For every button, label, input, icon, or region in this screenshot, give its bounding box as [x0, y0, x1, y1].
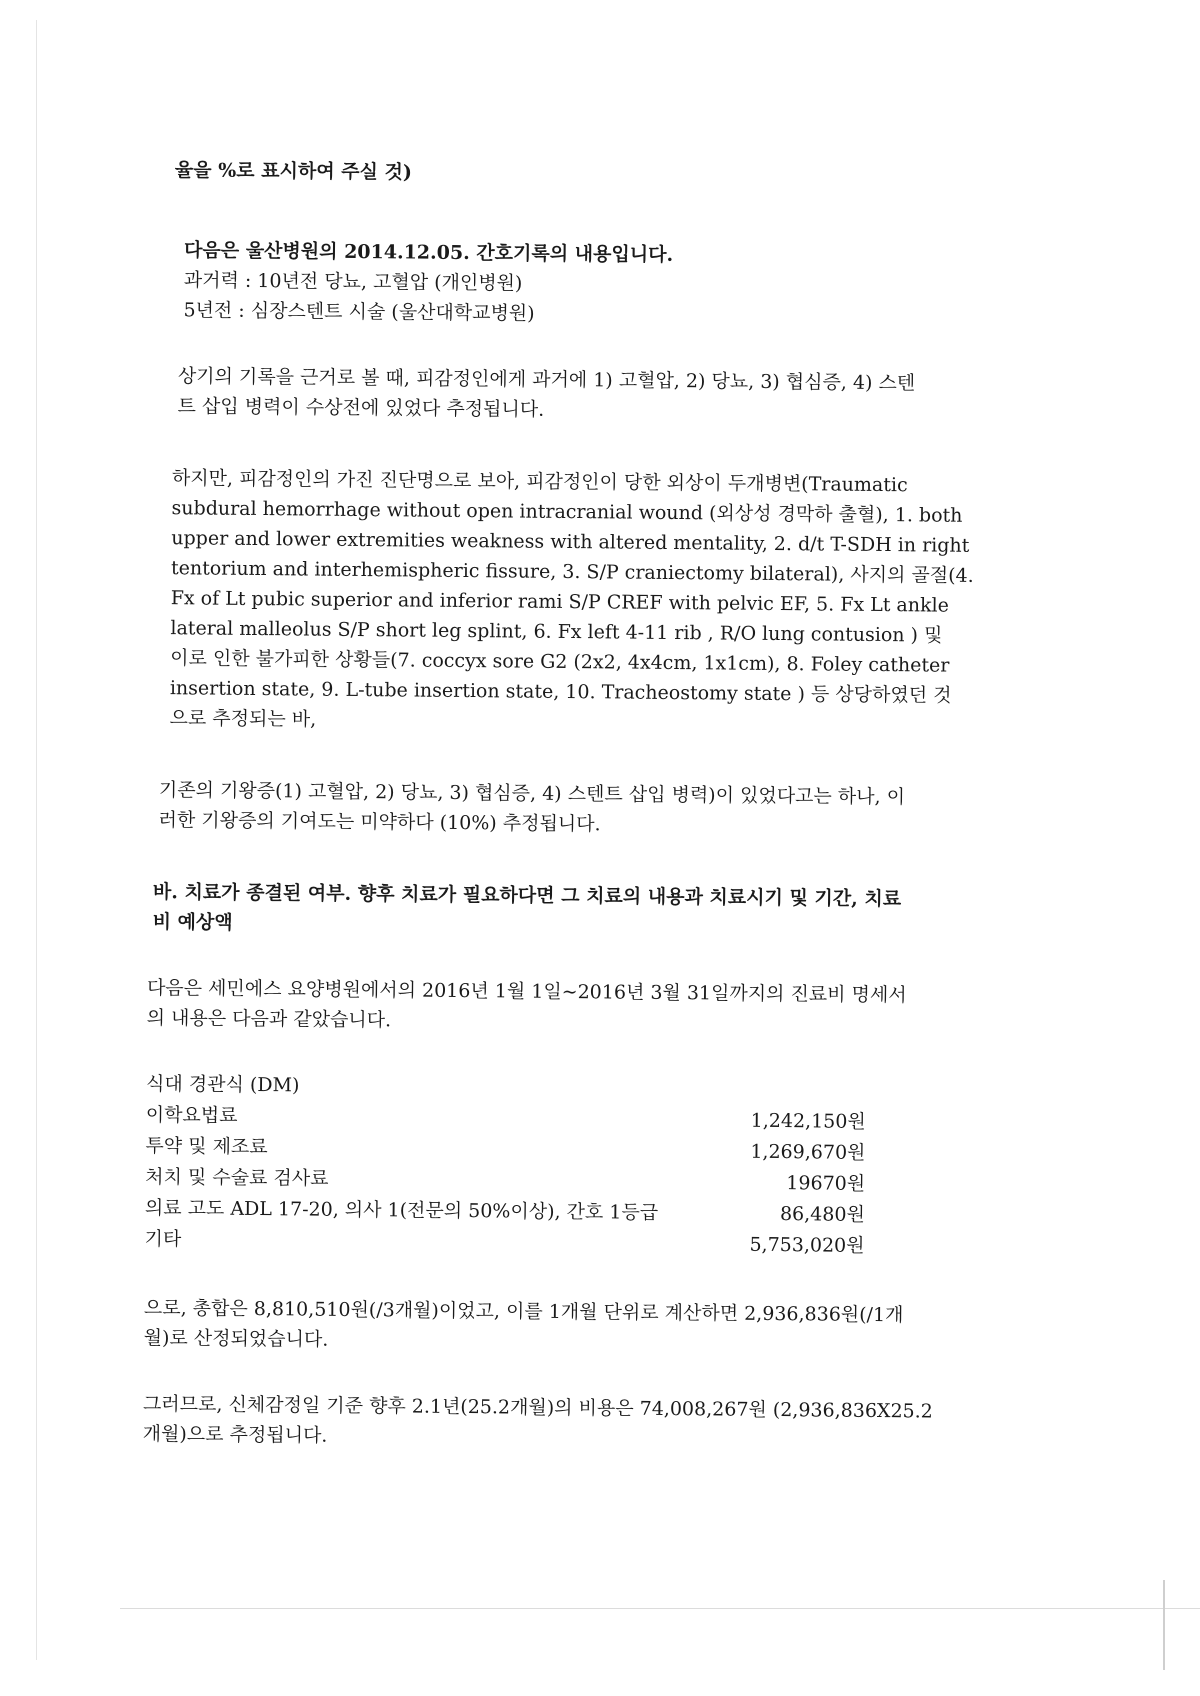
preexisting-line: 러한 기왕증의 기여도는 미약하다 (10%) 추정됩니다.	[158, 809, 601, 836]
future-cost-line: 개월)으로 추정됩니다.	[142, 1422, 328, 1447]
cost-amount: 1,242,150원	[750, 1109, 866, 1133]
cost-amount	[726, 1075, 866, 1107]
estimate-paragraph	[152, 361, 1053, 430]
preexisting-paragraph	[148, 775, 1049, 844]
diagnosis-paragraph	[149, 463, 1052, 742]
billing-line: 의 내용은 다음과 같았습니다.	[146, 1006, 392, 1032]
cost-label: 이학요법료	[145, 1103, 238, 1127]
total-line: 월)로 산정되었습니다.	[143, 1326, 329, 1351]
diagnosis-line: 하지만, 피감정인의 가진 진단명으로 보아, 피감정인이 당한 외상이 두개병변(Traumatic	[171, 467, 908, 497]
total-paragraph	[144, 1293, 1045, 1362]
cost-label: 기타	[144, 1227, 182, 1251]
cost-row	[144, 1224, 864, 1262]
preexisting-line: 기존의 기왕증(1) 고혈압, 2) 당뇨, 3) 협심증, 4) 스텐트 삽입 병력)이 있었다고는 하나, 이	[158, 779, 906, 809]
scan-edge-bottom	[120, 1608, 1200, 1609]
cost-amount: 1,269,670원	[750, 1140, 866, 1164]
future-cost-line: 그러므로, 신체감정일 기준 향후 2.1년(25.2개월)의 비용은 74,008,267원 (2,936,836X25.2	[142, 1392, 933, 1423]
stent-history-line: 5년전 : 심장스텐트 시술 (울산대학교병원)	[183, 299, 535, 325]
cost-table	[144, 1069, 866, 1262]
diagnosis-line: insertion state, 9. L-tube insertion state, 10. Tracheostomy state ) 등 상당하였던 것	[169, 677, 952, 707]
scan-edge-left	[36, 20, 37, 1660]
cost-label: 처치 및 수술료 검사료	[145, 1165, 329, 1190]
cost-amount: 5,753,020원	[749, 1233, 865, 1257]
nursing-record-heading: 다음은 울산병원의 2014.12.05. 간호기록의 내용입니다.	[183, 239, 674, 266]
intro-line: 율을 %로 표시하여 주실 것)	[174, 159, 412, 184]
cost-amount: 86,480원	[779, 1203, 865, 1226]
estimate-line: 트 삽입 병력이 수상전에 있었다 추정됩니다.	[177, 395, 545, 421]
diagnosis-line: Fx of Lt pubic superior and inferior rami S/P CREF with pelvic EF, 5. Fx Lt ankle	[170, 587, 949, 617]
diagnosis-line: upper and lower extremities weakness with altered mentality, 2. d/t T-SDH in right	[171, 527, 970, 557]
total-line: 으로, 총합은 8,810,510원(/3개월)이었고, 이를 1개월 단위로 계산하면 2,936,836원(/1개	[143, 1296, 904, 1327]
cost-amount: 19670원	[786, 1172, 866, 1195]
diagnosis-line: lateral malleolus S/P short leg splint, 6. Fx left 4-11 rib , R/O lung contusion ) 및	[170, 617, 943, 647]
document-body	[142, 155, 1055, 1500]
scan-edge-right	[1163, 1580, 1165, 1670]
diagnosis-line: 으로 추정되는 바,	[169, 707, 317, 731]
estimate-line: 상기의 기록을 근거로 볼 때, 피감정인에게 과거에 1) 고혈압, 2) 당뇨, 3) 협심증, 4) 스텐	[177, 365, 916, 395]
diagnosis-line: subdural hemorrhage without open intracranial wound (외상성 경막하 출혈), 1. both	[171, 497, 963, 527]
cost-label: 투약 및 제조료	[145, 1134, 268, 1159]
cost-label: 의료 고도 ADL 17-20, 의사 1(전문의 50%이상), 간호 1등급	[144, 1196, 659, 1224]
nursing-record-paragraph	[153, 235, 1054, 334]
section-b-line: 바. 치료가 종결된 여부. 향후 치료가 필요하다면 그 치료의 내용과 치료시기 및 기간, 치료	[152, 881, 902, 911]
section-b-line: 비 예상액	[152, 911, 233, 934]
billing-paragraph	[147, 973, 1048, 1042]
intro-paragraph	[155, 155, 1055, 194]
billing-line: 다음은 세민에스 요양병원에서의 2016년 1월 1일~2016년 3월 31일까지의 진료비 명세서	[146, 976, 907, 1007]
cost-label: 식대 경관식 (DM)	[145, 1072, 300, 1097]
section-b-heading	[147, 877, 1048, 946]
future-cost-paragraph	[143, 1389, 1044, 1458]
diagnosis-line: 이로 인한 불가피한 상황들(7. coccyx sore G2 (2x2, 4x4cm, 1x1cm), 8. Foley catheter	[170, 647, 950, 677]
past-history-line: 과거력 : 10년전 당뇨, 고혈압 (개인병원)	[183, 269, 523, 295]
diagnosis-line: tentorium and interhemispheric fissure, 3. S/P craniectomy bilateral), 사지의 골절(4.	[170, 557, 974, 587]
